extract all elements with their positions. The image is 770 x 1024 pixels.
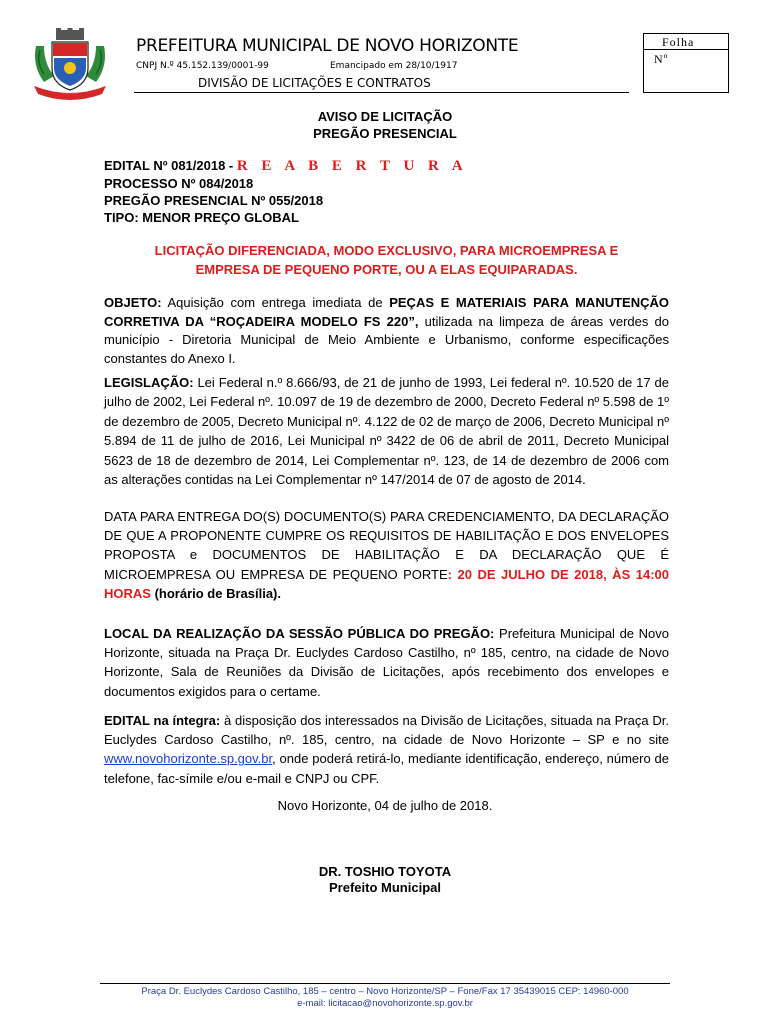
edital-integra-paragraph	[104, 711, 669, 788]
processo-number: PROCESSO Nº 084/2018	[104, 176, 254, 191]
data-entrega-date: : 20 DE JULHO DE 2018, ÀS 14:00 HORAS	[104, 566, 669, 601]
data-entrega-paragraph	[104, 507, 669, 603]
edital-integra-text-2: , onde poderá retirá-lo, mediante identificação, endereço, número de telefone, fac-símile e/ou e-mail e CNPJ ou CPF.	[104, 751, 669, 786]
svg-text:· · · · ·: · · · · ·	[63, 91, 77, 97]
objeto-text-1: Aquisição com entrega imediata de	[161, 295, 390, 310]
header-emancipado: Emancipado em 28/10/1917	[330, 61, 458, 71]
data-entrega-text: DATA PARA ENTREGA DO(S) DOCUMENTO(S) PARA CREDENCIAMENTO, DA DECLARAÇÃO DE QUE A PROPONENTE CUMPRE OS REQUISITOS DE HABILITAÇÃO E DOS ENVELOPES PROPOSTA e DOCUMENTOS DE HABILITAÇÃO E DA DECLARAÇÃO QUE É MICROEMPRESA OU EMPRESA DE PEQUENO PORTE	[104, 509, 669, 582]
objeto-label: OBJETO:	[104, 295, 162, 310]
edital-number	[104, 158, 468, 175]
municipal-coat-of-arms-icon	[30, 28, 110, 100]
header-divider	[134, 92, 629, 93]
data-entrega-timezone: (horário de Brasília).	[150, 585, 281, 601]
diferenciada-line-2: EMPRESA DE PEQUENO PORTE, OU A ELAS EQUIPARADAS.	[195, 262, 578, 277]
local-label: LOCAL DA REALIZAÇÃO DA SESSÃO PÚBLICA DO PREGÃO:	[104, 626, 495, 641]
legislacao-paragraph	[104, 373, 669, 489]
folha-number-label: Nº	[654, 52, 669, 66]
website-link[interactable]: www.novohorizonte.sp.gov.br	[104, 751, 273, 767]
objeto-item: PEÇAS E MATERIAIS PARA MANUTENÇÃO CORRETIVA DA “ROÇADEIRA MODELO FS 220”,	[104, 295, 669, 329]
folha-stamp-box	[643, 33, 729, 93]
objeto-paragraph	[104, 294, 669, 368]
signature-name: DR. TOSHIO TOYOTA	[318, 864, 452, 879]
footer-address: Praça Dr. Euclydes Cardoso Castilho, 185 – centro – Novo Horizonte/SP – Fone/Fax 17 35439015 CEP: 14960-000	[141, 986, 629, 997]
edital-integra-label: EDITAL na íntegra:	[104, 713, 221, 728]
folha-label: Folha	[662, 35, 695, 49]
header-title: PREFEITURA MUNICIPAL DE NOVO HORIZONTE	[136, 36, 519, 56]
date-place: Novo Horizonte, 04 de julho de 2018.	[277, 798, 493, 813]
footer-email: e-mail: licitacao@novohorizonte.sp.gov.br	[297, 998, 473, 1009]
reabertura-label: R E A B E R T U R A	[236, 158, 468, 174]
notice-subtitle: PREGÃO PRESENCIAL	[313, 126, 457, 141]
notice-title: AVISO DE LICITAÇÃO	[317, 109, 453, 124]
header-cnpj: CNPJ N.º 45.152.139/0001-99	[136, 61, 269, 71]
edital-integra-text-1: à disposição dos interessados na Divisão de Licitações, situada na Praça Dr. Euclydes Cardoso Castilho, nº. 185, centro, na cidade de Novo Horizonte – SP e no site	[104, 713, 669, 748]
diferenciada-notice	[104, 241, 669, 279]
local-paragraph	[104, 624, 669, 701]
diferenciada-line-1: LICITAÇÃO DIFERENCIADA, MODO EXCLUSIVO, PARA MICROEMPRESA E	[154, 243, 619, 258]
edital-prefix: EDITAL Nº 081/2018 -	[104, 158, 237, 173]
signature-role: Prefeito Municipal	[329, 880, 441, 895]
legislacao-text: Lei Federal n.º 8.666/93, de 21 de junho de 1993, Lei federal nº. 10.520 de 17 de julho de 2002, Lei Federal nº. 10.097 de 19 de dezembro de 2000, Decreto Federal nº 5.598 de 1º de dezembro de 2005, Decreto Municipal nº. 4.122 de 02 de março de 2006, Decreto Municipal nº 5.894 de 11 de julho de 2016, Lei Municipal nº 3422 de 06 de abril de 2011, Decreto Municipal 5623 de 18 de dezembro de 2014, Lei Complementar nº. 123, de 14 de dezembro de 2006 com as alterações contidas na Lei Complementar nº 147/2014 de 07 de agosto de 2014.	[104, 375, 669, 488]
tipo-label: TIPO: MENOR PREÇO GLOBAL	[104, 210, 299, 225]
objeto-text-2: utilizada na limpeza de áreas verdes do município - Diretoria Municipal de Meio Ambiente e Urbanismo, conforme especificações constantes do Anexo I.	[104, 313, 669, 366]
footer-divider	[100, 983, 670, 984]
pregao-number: PREGÃO PRESENCIAL Nº 055/2018	[104, 193, 324, 208]
header-division: DIVISÃO DE LICITAÇÕES E CONTRATOS	[198, 76, 431, 90]
legislacao-label: LEGISLAÇÃO:	[104, 375, 194, 390]
folha-divider	[644, 49, 728, 50]
local-text: Prefeitura Municipal de Novo Horizonte, situada na Praça Dr. Euclydes Cardoso Castilho, nº 185, centro, na cidade de Novo Horizonte, Sala de Reuniões da Divisão de Licitações, após recebimento dos envelopes e documentos exigidos para o certame.	[104, 626, 670, 699]
